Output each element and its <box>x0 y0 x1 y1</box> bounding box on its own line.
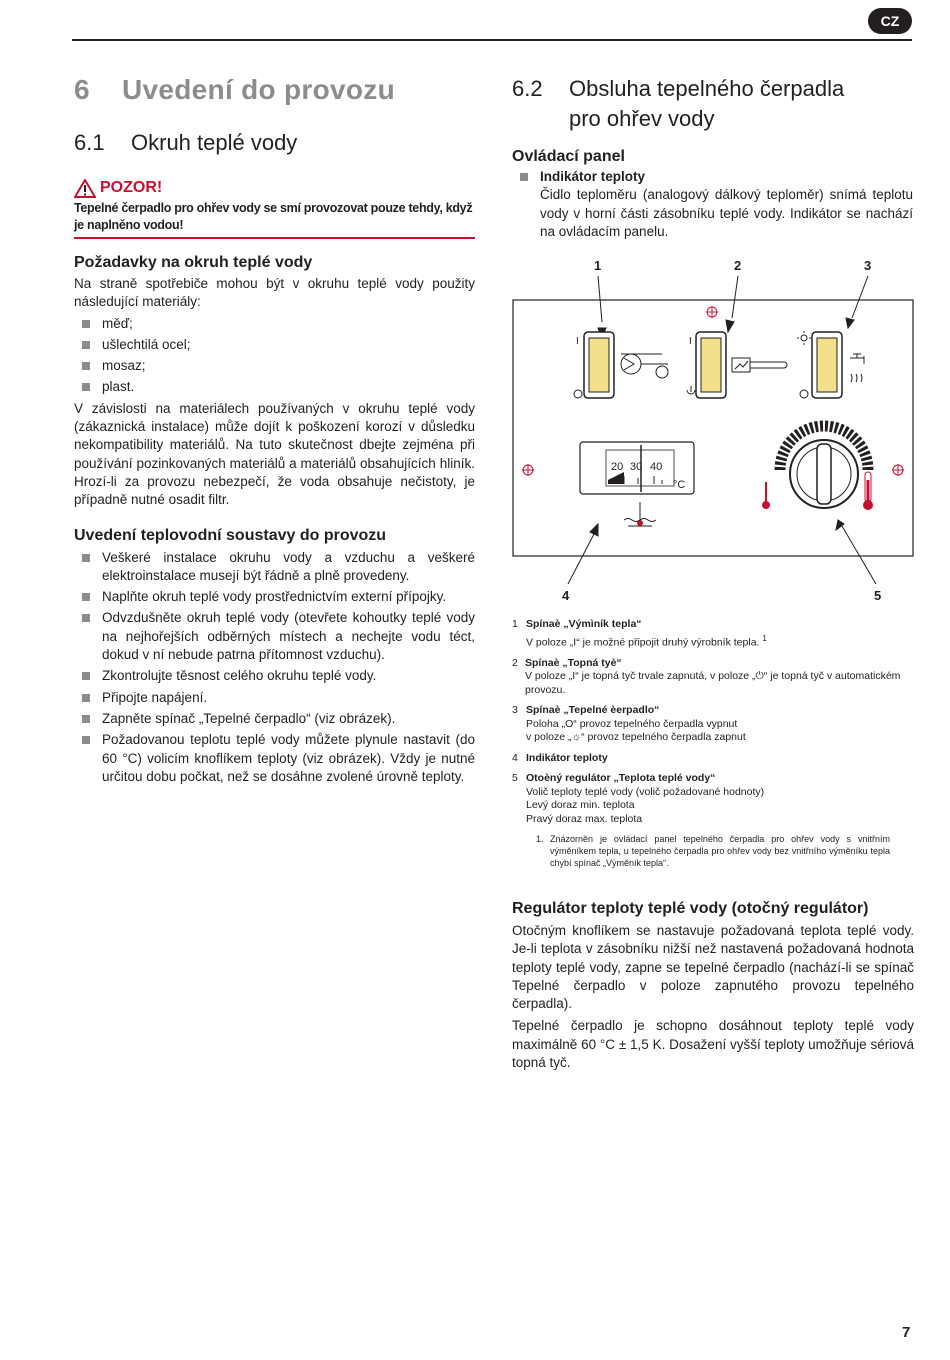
callout-2: 2 <box>734 258 742 273</box>
legend-title: Spínaè „Topná tyè“ <box>525 656 622 669</box>
legend-line: Pravý doraz max. teplota <box>526 812 643 825</box>
gauge-tick-20: 20 <box>611 461 624 473</box>
legend-item <box>512 772 914 826</box>
max-thermometer-icon <box>863 472 873 510</box>
list-item <box>74 667 475 685</box>
legend-number: 4 <box>512 751 518 764</box>
gauge-tick-30: 30 <box>630 461 643 473</box>
indicator-text: Čidlo teploměru (analogový dálkový teploměr) snímá teplotu vody v horní části zásobníku teplé vody. Indikátor se nachází na ovládacím panelu. <box>540 187 913 239</box>
legend-line: v poloze „☼“ provoz tepelného čerpadla zapnut <box>526 731 746 743</box>
list-item-text: Připojte napájení. <box>102 689 208 705</box>
requirements-paragraph: V závislosti na materiálech používaných v okruhu teplé vody (zákaznická instalace) může dojít k poškození korozí v důsledku nekompatibility materiálů. Na tuto skutečnost dbejte zejména při používání pozinkovaných materiálů a materiálů obsahujících hliník. Hrozí-li za provozu nebezpečí, že voda obsahuje nečistoty, je případně nutné osadit filtr. <box>74 400 475 508</box>
bullet-square-icon <box>82 672 90 680</box>
section-title-line2: pro ohřev vody <box>569 106 715 131</box>
legend-line: V poloze „I“ je možné připojit druhý výrobník tepla. <box>526 636 760 648</box>
warning-label: POZOR! <box>100 179 163 196</box>
switch-on-mark: I <box>689 336 692 347</box>
warning-box <box>74 178 475 239</box>
bullet-square-icon <box>82 341 90 349</box>
callout-1: 1 <box>594 258 602 273</box>
footnote-number: 1. <box>536 834 544 844</box>
list-item-text: Zapněte spínač „Tepelné čerpadlo“ (viz obrázek). <box>102 710 396 726</box>
warning-triangle-icon <box>74 179 96 198</box>
header-rule <box>72 39 912 41</box>
requirements-intro: Na straně spotřebiče mohou být v okruhu teplé vody použity následující materiály: <box>74 276 475 310</box>
list-item-text: ušlechtilá ocel; <box>102 336 191 352</box>
legend-line: V poloze „I“ je topná tyč trvale zapnutá, v poloze „⏻“ je topná tyč v automatickém provozu. <box>525 670 901 696</box>
right-column <box>512 74 913 244</box>
section-number: 6.1 <box>74 130 105 155</box>
gauge-tick-40: 40 <box>650 461 663 473</box>
legend-number: 2 <box>512 656 518 669</box>
list-item <box>74 731 475 786</box>
bullet-square-icon <box>82 554 90 562</box>
list-item-text: plast. <box>102 379 135 395</box>
bullet-square-icon <box>82 383 90 391</box>
bullet-square-icon <box>82 593 90 601</box>
legend-line: Volič teploty teplé vody (volič požadované hodnoty) <box>526 785 765 798</box>
legend-item <box>512 704 914 745</box>
section-number: 6.2 <box>512 76 543 101</box>
bullet-square-icon <box>82 320 90 328</box>
footnote-ref: 1 <box>762 633 767 643</box>
list-item-text: mosaz; <box>102 358 146 374</box>
section-6-2-title <box>512 74 913 134</box>
bullet-square-icon <box>82 694 90 702</box>
legend-title: Otoèný regulátor „Teplota teplé vody“ <box>526 772 716 784</box>
temperature-gauge <box>580 442 694 494</box>
gauge-unit: °C <box>673 479 686 491</box>
legend-item <box>512 752 914 766</box>
bullet-square-icon <box>82 362 90 370</box>
list-item <box>74 609 475 664</box>
list-item-text: Odvzdušněte okruh teplé vody (otevřete kohoutky teplé vody na nejhořejších odběrných místech a nechejte vodu téct, dokud v ní nebude patrna přítomnost vzduchu). <box>102 610 475 663</box>
list-item <box>74 336 475 354</box>
legend-number: 5 <box>512 772 518 784</box>
callout-3: 3 <box>864 258 872 273</box>
language-badge: CZ <box>868 8 912 34</box>
callout-5: 5 <box>874 588 882 603</box>
regulator-paragraph-2: Tepelné čerpadlo je schopno dosáhnout teploty teplé vody maximálně 60 °C ± 1,5 K. Dosažení vyšší teploty umožňuje sériová topná tyč. <box>512 1018 914 1071</box>
list-item <box>74 315 475 333</box>
control-panel-heading: Ovládací panel <box>512 148 625 165</box>
bullet-square-icon <box>82 614 90 622</box>
list-item <box>74 710 475 728</box>
control-panel-figure <box>512 258 914 608</box>
list-item-text: měď; <box>102 315 133 331</box>
section-6-1-title <box>74 130 475 160</box>
section-title-text: Okruh teplé vody <box>131 130 298 155</box>
footnote <box>536 833 914 869</box>
legend-number: 1 <box>512 618 518 630</box>
startup-steps-list <box>74 549 475 787</box>
legend-item <box>512 657 914 698</box>
list-item <box>74 588 475 606</box>
list-item-text: Zkontrolujte těsnost celého okruhu teplé vody. <box>102 668 377 684</box>
warning-heading <box>74 178 475 198</box>
panel-drawing <box>512 258 914 588</box>
callout-4: 4 <box>562 588 570 603</box>
materials-list <box>74 315 475 397</box>
heating-rod-switch[interactable] <box>696 332 726 398</box>
list-item-text: Veškeré instalace okruhu vody a vzduchu a veškeré elektroinstalace musejí být řádně a plně provedeny. <box>102 549 475 583</box>
regulator-paragraph-1: Otočným knoflíkem se nastavuje požadovaná teplota teplé vody. Je-li teplota v zásobníku nižší než nastavená požadovaná hodnota teploty teplé vody, zapne se tepelné čerpadlo (nachází-li se spínač Tepelné čerpadlo v poloze zapnutého provozu tepelného čerpadla). <box>512 923 914 1012</box>
legend-line: Poloha „O“ provoz tepelného čerpadla vypnut <box>526 717 738 730</box>
chapter-number: 6 <box>74 74 90 105</box>
list-item <box>74 357 475 375</box>
page-number: 7 <box>902 1324 911 1341</box>
heat-pump-switch[interactable] <box>812 332 842 398</box>
indicator-title: Indikátor teploty <box>540 169 646 184</box>
list-item-text: Naplňte okruh teplé vody prostřednictvím externí přípojky. <box>102 589 447 605</box>
heat-exchanger-switch[interactable] <box>584 332 614 398</box>
chapter-title-text: Uvedení do provozu <box>122 74 395 105</box>
regulator-section <box>512 900 914 1072</box>
list-item <box>512 168 913 241</box>
footnote-text: Znázorněn je ovládací panel tepelného čerpadla pro ohřev vody s vnitřním výměníkem tepla, u tepelného čerpadla pro ohřev vody bez vnitřního výměníku tepla chybí spínač „Výměník tepla“. <box>550 834 890 868</box>
warning-text: Tepelné čerpadlo pro ohřev vody se smí provozovat pouze tehdy, když je naplněno vodou! <box>74 201 473 232</box>
section-title-line1: Obsluha tepelného čerpadla <box>569 76 845 101</box>
list-item <box>74 549 475 586</box>
chapter-title <box>74 74 475 112</box>
legend-item <box>512 618 914 650</box>
legend-title: Spínaè „Výmìník tepla“ <box>526 618 642 630</box>
legend-title: Indikátor teploty <box>526 751 608 764</box>
list-item-text: Požadovanou teplotu teplé vody můžete plynule nastavit (do 60 °C) volicím knoflíkem teploty (viz obrázek). Vždy je nutné určitou dobu počkat, než se dosáhne zvolené úrovně teploty. <box>102 732 475 784</box>
list-item <box>74 689 475 707</box>
control-panel-list <box>512 168 913 241</box>
left-column <box>74 74 475 789</box>
bullet-square-icon <box>520 173 528 181</box>
legend-line: Levý doraz min. teplota <box>526 799 635 811</box>
bullet-square-icon <box>82 715 90 723</box>
list-item <box>74 378 475 396</box>
bullet-square-icon <box>82 736 90 744</box>
regulator-heading: Regulátor teploty teplé vody (otočný regulátor) <box>512 900 869 917</box>
legend-number: 3 <box>512 704 518 716</box>
startup-heading: Uvedení teplovodní soustavy do provozu <box>74 526 387 544</box>
figure-legend <box>512 618 914 869</box>
requirements-heading: Požadavky na okruh teplé vody <box>74 254 313 271</box>
legend-title: Spínaè „Tepelné èerpadlo“ <box>526 704 660 716</box>
switch-on-mark: I <box>576 336 579 347</box>
